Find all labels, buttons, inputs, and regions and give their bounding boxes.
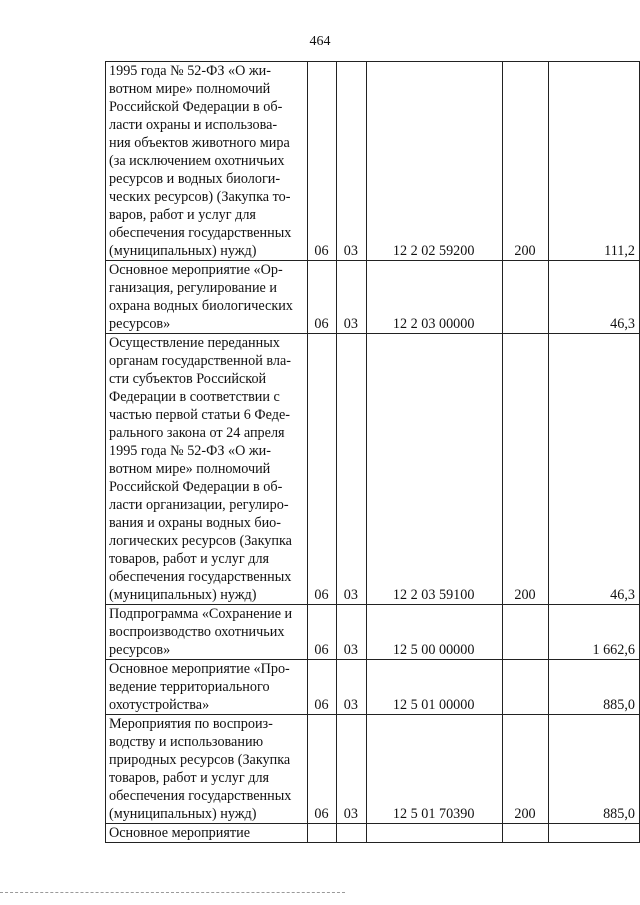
row-target-article-cell: 12 2 03 59100 (366, 334, 502, 605)
row-expense-type-cell (502, 261, 549, 334)
row-amount-cell: 885,0 (549, 660, 640, 715)
row-subsection-cell: 03 (337, 660, 366, 715)
row-name-cell: Осуществление переданных органам государственной вла- сти субъектов Российской Федерации в соответствии с частью первой статьи 6 Феде- рального закона от 24 апреля 1995 года № 52-ФЗ «О жи- вотном мире» полномочий Российской Федерации в об- ласти организации, регулиро- вания и охраны водных био- логических ресурсов (Закупка товаров, работ и услуг для обеспечения государственных (муниципальных) нужд) (106, 334, 308, 605)
row-amount-cell: 46,3 (549, 334, 640, 605)
row-amount-cell: 1 662,6 (549, 605, 640, 660)
row-name-cell: Подпрограмма «Сохранение и воспроизводство охотничьих ресурсов» (106, 605, 308, 660)
row-section-cell (307, 824, 336, 843)
row-target-article-cell: 12 2 02 59200 (366, 62, 502, 261)
page-number: 464 (309, 34, 331, 49)
row-target-article-cell: 12 5 01 00000 (366, 660, 502, 715)
row-target-article-cell (366, 824, 502, 843)
table-row (106, 62, 640, 261)
row-section-cell: 06 (307, 660, 336, 715)
table-row (106, 660, 640, 715)
row-target-article-cell: 12 5 00 00000 (366, 605, 502, 660)
row-subsection-cell: 03 (337, 715, 366, 824)
row-subsection-cell (337, 824, 366, 843)
row-section-cell: 06 (307, 334, 336, 605)
table-row (106, 824, 640, 843)
row-target-article-cell: 12 5 01 70390 (366, 715, 502, 824)
row-name-cell: Основное мероприятие (106, 824, 308, 843)
budget-table (105, 61, 640, 843)
table-row (106, 605, 640, 660)
row-target-article-cell: 12 2 03 00000 (366, 261, 502, 334)
row-expense-type-cell (502, 605, 549, 660)
table-row (106, 334, 640, 605)
row-section-cell: 06 (307, 62, 336, 261)
row-expense-type-cell: 200 (502, 62, 549, 261)
row-expense-type-cell (502, 660, 549, 715)
table-row (106, 715, 640, 824)
row-expense-type-cell: 200 (502, 715, 549, 824)
row-name-cell: 1995 года № 52-ФЗ «О жи- вотном мире» полномочий Российской Федерации в об- ласти охраны и использова- ния объектов животного мира (за исключением охотничьих ресурсов и водных биологи- ческих ресурсов) (Закупка то- варов, работ и услуг для обеспечения государственных (муниципальных) нужд) (106, 62, 308, 261)
budget-table-body (106, 62, 640, 843)
table-row (106, 261, 640, 334)
row-expense-type-cell (502, 824, 549, 843)
row-name-cell: Мероприятия по воспроиз- водству и использованию природных ресурсов (Закупка товаров, работ и услуг для обеспечения государственных (муниципальных) нужд) (106, 715, 308, 824)
row-amount-cell (549, 824, 640, 843)
row-amount-cell: 885,0 (549, 715, 640, 824)
row-section-cell: 06 (307, 261, 336, 334)
row-expense-type-cell: 200 (502, 334, 549, 605)
row-amount-cell: 46,3 (549, 261, 640, 334)
row-section-cell: 06 (307, 605, 336, 660)
row-amount-cell: 111,2 (549, 62, 640, 261)
row-subsection-cell: 03 (337, 62, 366, 261)
row-subsection-cell: 03 (337, 605, 366, 660)
row-subsection-cell: 03 (337, 334, 366, 605)
row-subsection-cell: 03 (337, 261, 366, 334)
footer-divider (0, 892, 345, 893)
row-section-cell: 06 (307, 715, 336, 824)
row-name-cell: Основное мероприятие «Ор- ганизация, регулирование и охрана водных биологических ресурсов» (106, 261, 308, 334)
row-name-cell: Основное мероприятие «Про- ведение территориального охотустройства» (106, 660, 308, 715)
